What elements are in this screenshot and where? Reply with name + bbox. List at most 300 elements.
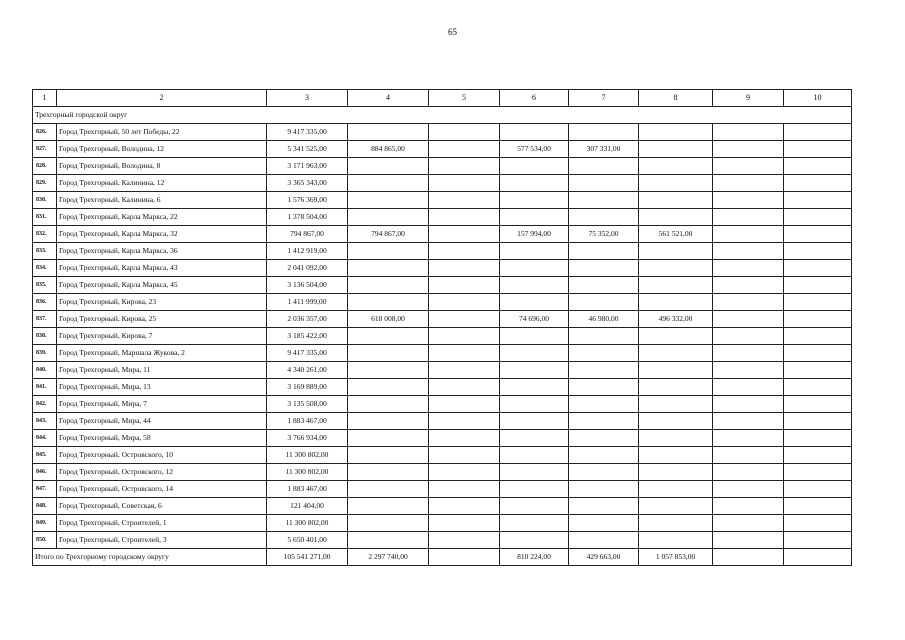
table-row xyxy=(33,311,852,328)
value-cell xyxy=(348,447,429,464)
value-cell xyxy=(569,532,639,549)
value-cell: 794 867,00 xyxy=(267,226,348,243)
value-cell xyxy=(639,413,713,430)
value-cell xyxy=(348,379,429,396)
value-cell xyxy=(569,175,639,192)
value-cell xyxy=(713,532,784,549)
value-cell: 3 169 889,00 xyxy=(267,379,348,396)
value-cell xyxy=(639,379,713,396)
table-row xyxy=(33,498,852,515)
address-cell: Город Трехгорный, Мира, 7 xyxy=(57,396,267,413)
value-cell: 1 883 467,00 xyxy=(267,413,348,430)
value-cell xyxy=(713,243,784,260)
address-cell: Город Трехгорный, Мира, 58 xyxy=(57,430,267,447)
value-cell: 11 300 802,00 xyxy=(267,447,348,464)
value-cell xyxy=(500,124,569,141)
value-cell xyxy=(429,413,500,430)
value-cell xyxy=(784,345,852,362)
address-cell: Город Трехгорный, Мира, 44 xyxy=(57,413,267,430)
table-row xyxy=(33,141,852,158)
row-number: 836. xyxy=(33,294,57,311)
value-cell: 9 417 335,00 xyxy=(267,345,348,362)
value-cell: 46 980,00 xyxy=(569,311,639,328)
value-cell xyxy=(500,294,569,311)
value-cell xyxy=(569,158,639,175)
value-cell xyxy=(713,481,784,498)
value-cell xyxy=(713,209,784,226)
value-cell: 496 332,00 xyxy=(639,311,713,328)
value-cell xyxy=(348,192,429,209)
value-cell xyxy=(500,277,569,294)
column-header: 3 xyxy=(267,90,348,107)
address-cell: Город Трехгорный, Карла Маркса, 32 xyxy=(57,226,267,243)
value-cell xyxy=(639,345,713,362)
value-cell xyxy=(348,124,429,141)
address-cell: Город Трехгорный, Карла Маркса, 36 xyxy=(57,243,267,260)
value-cell xyxy=(639,498,713,515)
address-cell: Город Трехгорный, Строителей, 1 xyxy=(57,515,267,532)
value-cell xyxy=(784,396,852,413)
value-cell: 2 036 357,00 xyxy=(267,311,348,328)
value-cell xyxy=(500,260,569,277)
value-cell xyxy=(784,158,852,175)
value-cell xyxy=(713,124,784,141)
value-cell xyxy=(500,430,569,447)
value-cell: 1 378 504,00 xyxy=(267,209,348,226)
table-row xyxy=(33,192,852,209)
value-cell xyxy=(784,430,852,447)
value-cell xyxy=(429,430,500,447)
value-cell xyxy=(784,515,852,532)
table-row xyxy=(33,328,852,345)
value-cell xyxy=(569,464,639,481)
value-cell xyxy=(348,345,429,362)
value-cell xyxy=(500,413,569,430)
value-cell xyxy=(429,447,500,464)
total-row xyxy=(33,549,852,566)
row-number: 846. xyxy=(33,464,57,481)
address-cell: Город Трехгорный, Карла Маркса, 22 xyxy=(57,209,267,226)
address-cell: Город Трехгорный, Островского, 12 xyxy=(57,464,267,481)
value-cell xyxy=(429,277,500,294)
value-cell xyxy=(784,413,852,430)
row-number: 837. xyxy=(33,311,57,328)
column-header: 5 xyxy=(429,90,500,107)
value-cell: 3 185 422,00 xyxy=(267,328,348,345)
value-cell xyxy=(784,328,852,345)
total-value-cell: 105 541 271,00 xyxy=(267,549,348,566)
value-cell: 3 136 504,00 xyxy=(267,277,348,294)
value-cell xyxy=(348,464,429,481)
row-number: 848. xyxy=(33,498,57,515)
row-number: 850. xyxy=(33,532,57,549)
address-cell: Город Трехгорный, Строителей, 3 xyxy=(57,532,267,549)
value-cell xyxy=(429,243,500,260)
row-number: 842. xyxy=(33,396,57,413)
total-value-cell: 2 297 740,00 xyxy=(348,549,429,566)
value-cell xyxy=(713,277,784,294)
value-cell xyxy=(500,158,569,175)
value-cell xyxy=(429,362,500,379)
value-cell xyxy=(713,413,784,430)
value-cell xyxy=(348,362,429,379)
address-cell: Город Трехгорный, Кирова, 23 xyxy=(57,294,267,311)
value-cell xyxy=(713,192,784,209)
value-cell xyxy=(639,192,713,209)
address-cell: Город Трехгорный, Кирова, 7 xyxy=(57,328,267,345)
row-number: 835. xyxy=(33,277,57,294)
value-cell xyxy=(639,158,713,175)
row-number: 830. xyxy=(33,192,57,209)
row-number: 838. xyxy=(33,328,57,345)
value-cell xyxy=(713,447,784,464)
row-number: 847. xyxy=(33,481,57,498)
value-cell xyxy=(500,396,569,413)
value-cell xyxy=(639,481,713,498)
table-row xyxy=(33,413,852,430)
value-cell: 3 171 963,00 xyxy=(267,158,348,175)
value-cell xyxy=(500,379,569,396)
value-cell xyxy=(348,243,429,260)
value-cell xyxy=(569,243,639,260)
table-row xyxy=(33,243,852,260)
table-row xyxy=(33,226,852,243)
value-cell xyxy=(713,158,784,175)
column-header: 1 xyxy=(33,90,57,107)
value-cell xyxy=(348,328,429,345)
value-cell xyxy=(713,464,784,481)
value-cell xyxy=(639,294,713,311)
value-cell xyxy=(569,379,639,396)
value-cell xyxy=(429,124,500,141)
value-cell xyxy=(500,447,569,464)
value-cell xyxy=(429,481,500,498)
total-value-cell: 1 057 853,00 xyxy=(639,549,713,566)
row-number: 829. xyxy=(33,175,57,192)
value-cell xyxy=(348,498,429,515)
value-cell xyxy=(639,532,713,549)
value-cell xyxy=(784,464,852,481)
value-cell xyxy=(429,294,500,311)
value-cell xyxy=(784,124,852,141)
value-cell: 3 135 508,00 xyxy=(267,396,348,413)
address-cell: Город Трехгорный, Советская, 6 xyxy=(57,498,267,515)
table-row xyxy=(33,379,852,396)
total-value-cell xyxy=(784,549,852,566)
value-cell: 561 521,00 xyxy=(639,226,713,243)
table-row xyxy=(33,277,852,294)
value-cell xyxy=(429,141,500,158)
value-cell xyxy=(348,158,429,175)
table-row xyxy=(33,515,852,532)
value-cell xyxy=(569,362,639,379)
value-cell xyxy=(348,532,429,549)
value-cell xyxy=(500,498,569,515)
section-row xyxy=(33,107,852,124)
address-cell: Город Трехгорный, Калинина, 6 xyxy=(57,192,267,209)
value-cell xyxy=(500,192,569,209)
value-cell xyxy=(429,515,500,532)
value-cell xyxy=(348,175,429,192)
value-cell xyxy=(569,260,639,277)
address-cell: Город Трехгорный, Маршала Жукова, 2 xyxy=(57,345,267,362)
value-cell: 884 865,00 xyxy=(348,141,429,158)
row-number: 833. xyxy=(33,243,57,260)
value-cell xyxy=(569,396,639,413)
value-cell xyxy=(713,328,784,345)
value-cell xyxy=(784,379,852,396)
value-cell xyxy=(500,464,569,481)
value-cell xyxy=(784,175,852,192)
value-cell xyxy=(784,209,852,226)
value-cell xyxy=(500,532,569,549)
value-cell xyxy=(429,328,500,345)
section-title: Трехгорный городской округ xyxy=(33,107,852,124)
value-cell xyxy=(500,345,569,362)
value-cell xyxy=(639,175,713,192)
value-cell xyxy=(713,294,784,311)
total-value-cell xyxy=(713,549,784,566)
table-row xyxy=(33,532,852,549)
row-number: 841. xyxy=(33,379,57,396)
value-cell xyxy=(784,362,852,379)
value-cell: 307 331,00 xyxy=(569,141,639,158)
table-row xyxy=(33,209,852,226)
table-row xyxy=(33,345,852,362)
value-cell xyxy=(429,532,500,549)
address-cell: Город Трехгорный, Островского, 10 xyxy=(57,447,267,464)
value-cell xyxy=(713,311,784,328)
value-cell xyxy=(500,243,569,260)
row-number: 844. xyxy=(33,430,57,447)
column-header: 7 xyxy=(569,90,639,107)
value-cell: 11 300 802,00 xyxy=(267,464,348,481)
value-cell: 5 341 525,00 xyxy=(267,141,348,158)
value-cell xyxy=(429,226,500,243)
value-cell xyxy=(639,447,713,464)
value-cell xyxy=(713,226,784,243)
value-cell xyxy=(784,243,852,260)
value-cell xyxy=(569,447,639,464)
table-row xyxy=(33,124,852,141)
value-cell: 794 867,00 xyxy=(348,226,429,243)
value-cell xyxy=(713,430,784,447)
value-cell xyxy=(639,464,713,481)
value-cell xyxy=(569,209,639,226)
value-cell xyxy=(429,260,500,277)
value-cell xyxy=(713,141,784,158)
value-cell xyxy=(429,175,500,192)
column-header: 6 xyxy=(500,90,569,107)
row-number: 828. xyxy=(33,158,57,175)
value-cell xyxy=(784,498,852,515)
table-row xyxy=(33,396,852,413)
table-row xyxy=(33,464,852,481)
value-cell xyxy=(429,311,500,328)
value-cell xyxy=(348,277,429,294)
row-number: 834. xyxy=(33,260,57,277)
value-cell xyxy=(569,192,639,209)
value-cell xyxy=(713,362,784,379)
value-cell: 1 411 999,00 xyxy=(267,294,348,311)
table-row xyxy=(33,294,852,311)
table-row xyxy=(33,362,852,379)
value-cell xyxy=(639,430,713,447)
value-cell xyxy=(784,447,852,464)
total-value-cell: 429 663,00 xyxy=(569,549,639,566)
value-cell: 75 352,00 xyxy=(569,226,639,243)
value-cell xyxy=(639,515,713,532)
value-cell: 3 365 343,00 xyxy=(267,175,348,192)
value-cell: 1 576 369,00 xyxy=(267,192,348,209)
value-cell xyxy=(569,345,639,362)
table-row xyxy=(33,175,852,192)
value-cell xyxy=(639,124,713,141)
row-number: 843. xyxy=(33,413,57,430)
value-cell xyxy=(569,430,639,447)
value-cell xyxy=(348,209,429,226)
address-cell: Город Трехгорный, Карла Маркса, 45 xyxy=(57,277,267,294)
value-cell xyxy=(429,345,500,362)
value-cell xyxy=(713,345,784,362)
value-cell xyxy=(569,124,639,141)
value-cell xyxy=(429,158,500,175)
address-cell: Город Трехгорный, Мира, 11 xyxy=(57,362,267,379)
value-cell xyxy=(500,481,569,498)
value-cell xyxy=(639,141,713,158)
value-cell: 9 417 335,00 xyxy=(267,124,348,141)
row-number: 845. xyxy=(33,447,57,464)
row-number: 849. xyxy=(33,515,57,532)
value-cell xyxy=(569,498,639,515)
value-cell xyxy=(784,532,852,549)
address-cell: Город Трехгорный, Островского, 14 xyxy=(57,481,267,498)
value-cell xyxy=(348,260,429,277)
value-cell xyxy=(348,396,429,413)
value-cell xyxy=(784,192,852,209)
column-header: 9 xyxy=(713,90,784,107)
value-cell xyxy=(713,175,784,192)
value-cell xyxy=(784,294,852,311)
row-number: 840. xyxy=(33,362,57,379)
value-cell: 157 994,00 xyxy=(500,226,569,243)
column-header: 4 xyxy=(348,90,429,107)
value-cell xyxy=(569,515,639,532)
value-cell xyxy=(348,430,429,447)
value-cell xyxy=(639,260,713,277)
address-cell: Город Трехгорный, Калинина, 12 xyxy=(57,175,267,192)
total-label: Итого по Трехгорному городскому округу xyxy=(33,549,267,566)
value-cell: 2 041 092,00 xyxy=(267,260,348,277)
value-cell: 121 404,00 xyxy=(267,498,348,515)
value-cell xyxy=(429,379,500,396)
value-cell xyxy=(569,413,639,430)
address-cell: Город Трехгорный, Карла Маркса, 43 xyxy=(57,260,267,277)
value-cell xyxy=(429,464,500,481)
table-row xyxy=(33,447,852,464)
column-header: 8 xyxy=(639,90,713,107)
value-cell: 5 650 401,00 xyxy=(267,532,348,549)
value-cell xyxy=(713,396,784,413)
value-cell xyxy=(784,260,852,277)
value-cell: 577 534,00 xyxy=(500,141,569,158)
value-cell xyxy=(713,260,784,277)
value-cell xyxy=(639,277,713,294)
value-cell xyxy=(713,515,784,532)
row-number: 839. xyxy=(33,345,57,362)
value-cell xyxy=(429,498,500,515)
table-row xyxy=(33,260,852,277)
value-cell: 1 412 919,00 xyxy=(267,243,348,260)
column-header: 10 xyxy=(784,90,852,107)
address-cell: Город Трехгорный, Володина, 8 xyxy=(57,158,267,175)
value-cell xyxy=(713,379,784,396)
address-cell: Город Трехгорный, Мира, 13 xyxy=(57,379,267,396)
address-cell: Город Трехгорный, Кирова, 25 xyxy=(57,311,267,328)
value-cell xyxy=(348,294,429,311)
value-cell xyxy=(639,243,713,260)
value-cell xyxy=(429,396,500,413)
value-cell xyxy=(500,328,569,345)
total-value-cell: 810 224,00 xyxy=(500,549,569,566)
value-cell xyxy=(639,362,713,379)
value-cell xyxy=(784,311,852,328)
value-cell: 74 696,00 xyxy=(500,311,569,328)
address-cell: Город Трехгорный, 50 лет Победы, 22 xyxy=(57,124,267,141)
column-header: 2 xyxy=(57,90,267,107)
value-cell: 618 008,00 xyxy=(348,311,429,328)
table-row xyxy=(33,430,852,447)
value-cell xyxy=(500,362,569,379)
row-number: 832. xyxy=(33,226,57,243)
value-cell: 3 766 934,00 xyxy=(267,430,348,447)
value-cell xyxy=(348,515,429,532)
page-number: 65 xyxy=(448,27,457,37)
value-cell xyxy=(639,396,713,413)
value-cell xyxy=(429,192,500,209)
row-number: 826. xyxy=(33,124,57,141)
value-cell xyxy=(784,481,852,498)
value-cell xyxy=(639,328,713,345)
data-table xyxy=(32,89,852,566)
table-header-row xyxy=(33,90,852,107)
table-row xyxy=(33,158,852,175)
value-cell xyxy=(569,328,639,345)
value-cell xyxy=(569,481,639,498)
total-value-cell xyxy=(429,549,500,566)
row-number: 831. xyxy=(33,209,57,226)
value-cell xyxy=(784,226,852,243)
value-cell xyxy=(569,294,639,311)
row-number: 827. xyxy=(33,141,57,158)
value-cell xyxy=(348,481,429,498)
value-cell xyxy=(784,141,852,158)
value-cell xyxy=(429,209,500,226)
value-cell xyxy=(348,413,429,430)
value-cell xyxy=(713,498,784,515)
value-cell xyxy=(500,175,569,192)
value-cell xyxy=(639,209,713,226)
value-cell: 1 883 467,00 xyxy=(267,481,348,498)
value-cell: 4 340 261,00 xyxy=(267,362,348,379)
value-cell xyxy=(784,277,852,294)
value-cell xyxy=(569,277,639,294)
address-cell: Город Трехгорный, Володина, 12 xyxy=(57,141,267,158)
table-body xyxy=(33,90,852,566)
value-cell xyxy=(500,209,569,226)
table-row xyxy=(33,481,852,498)
value-cell: 11 300 802,00 xyxy=(267,515,348,532)
